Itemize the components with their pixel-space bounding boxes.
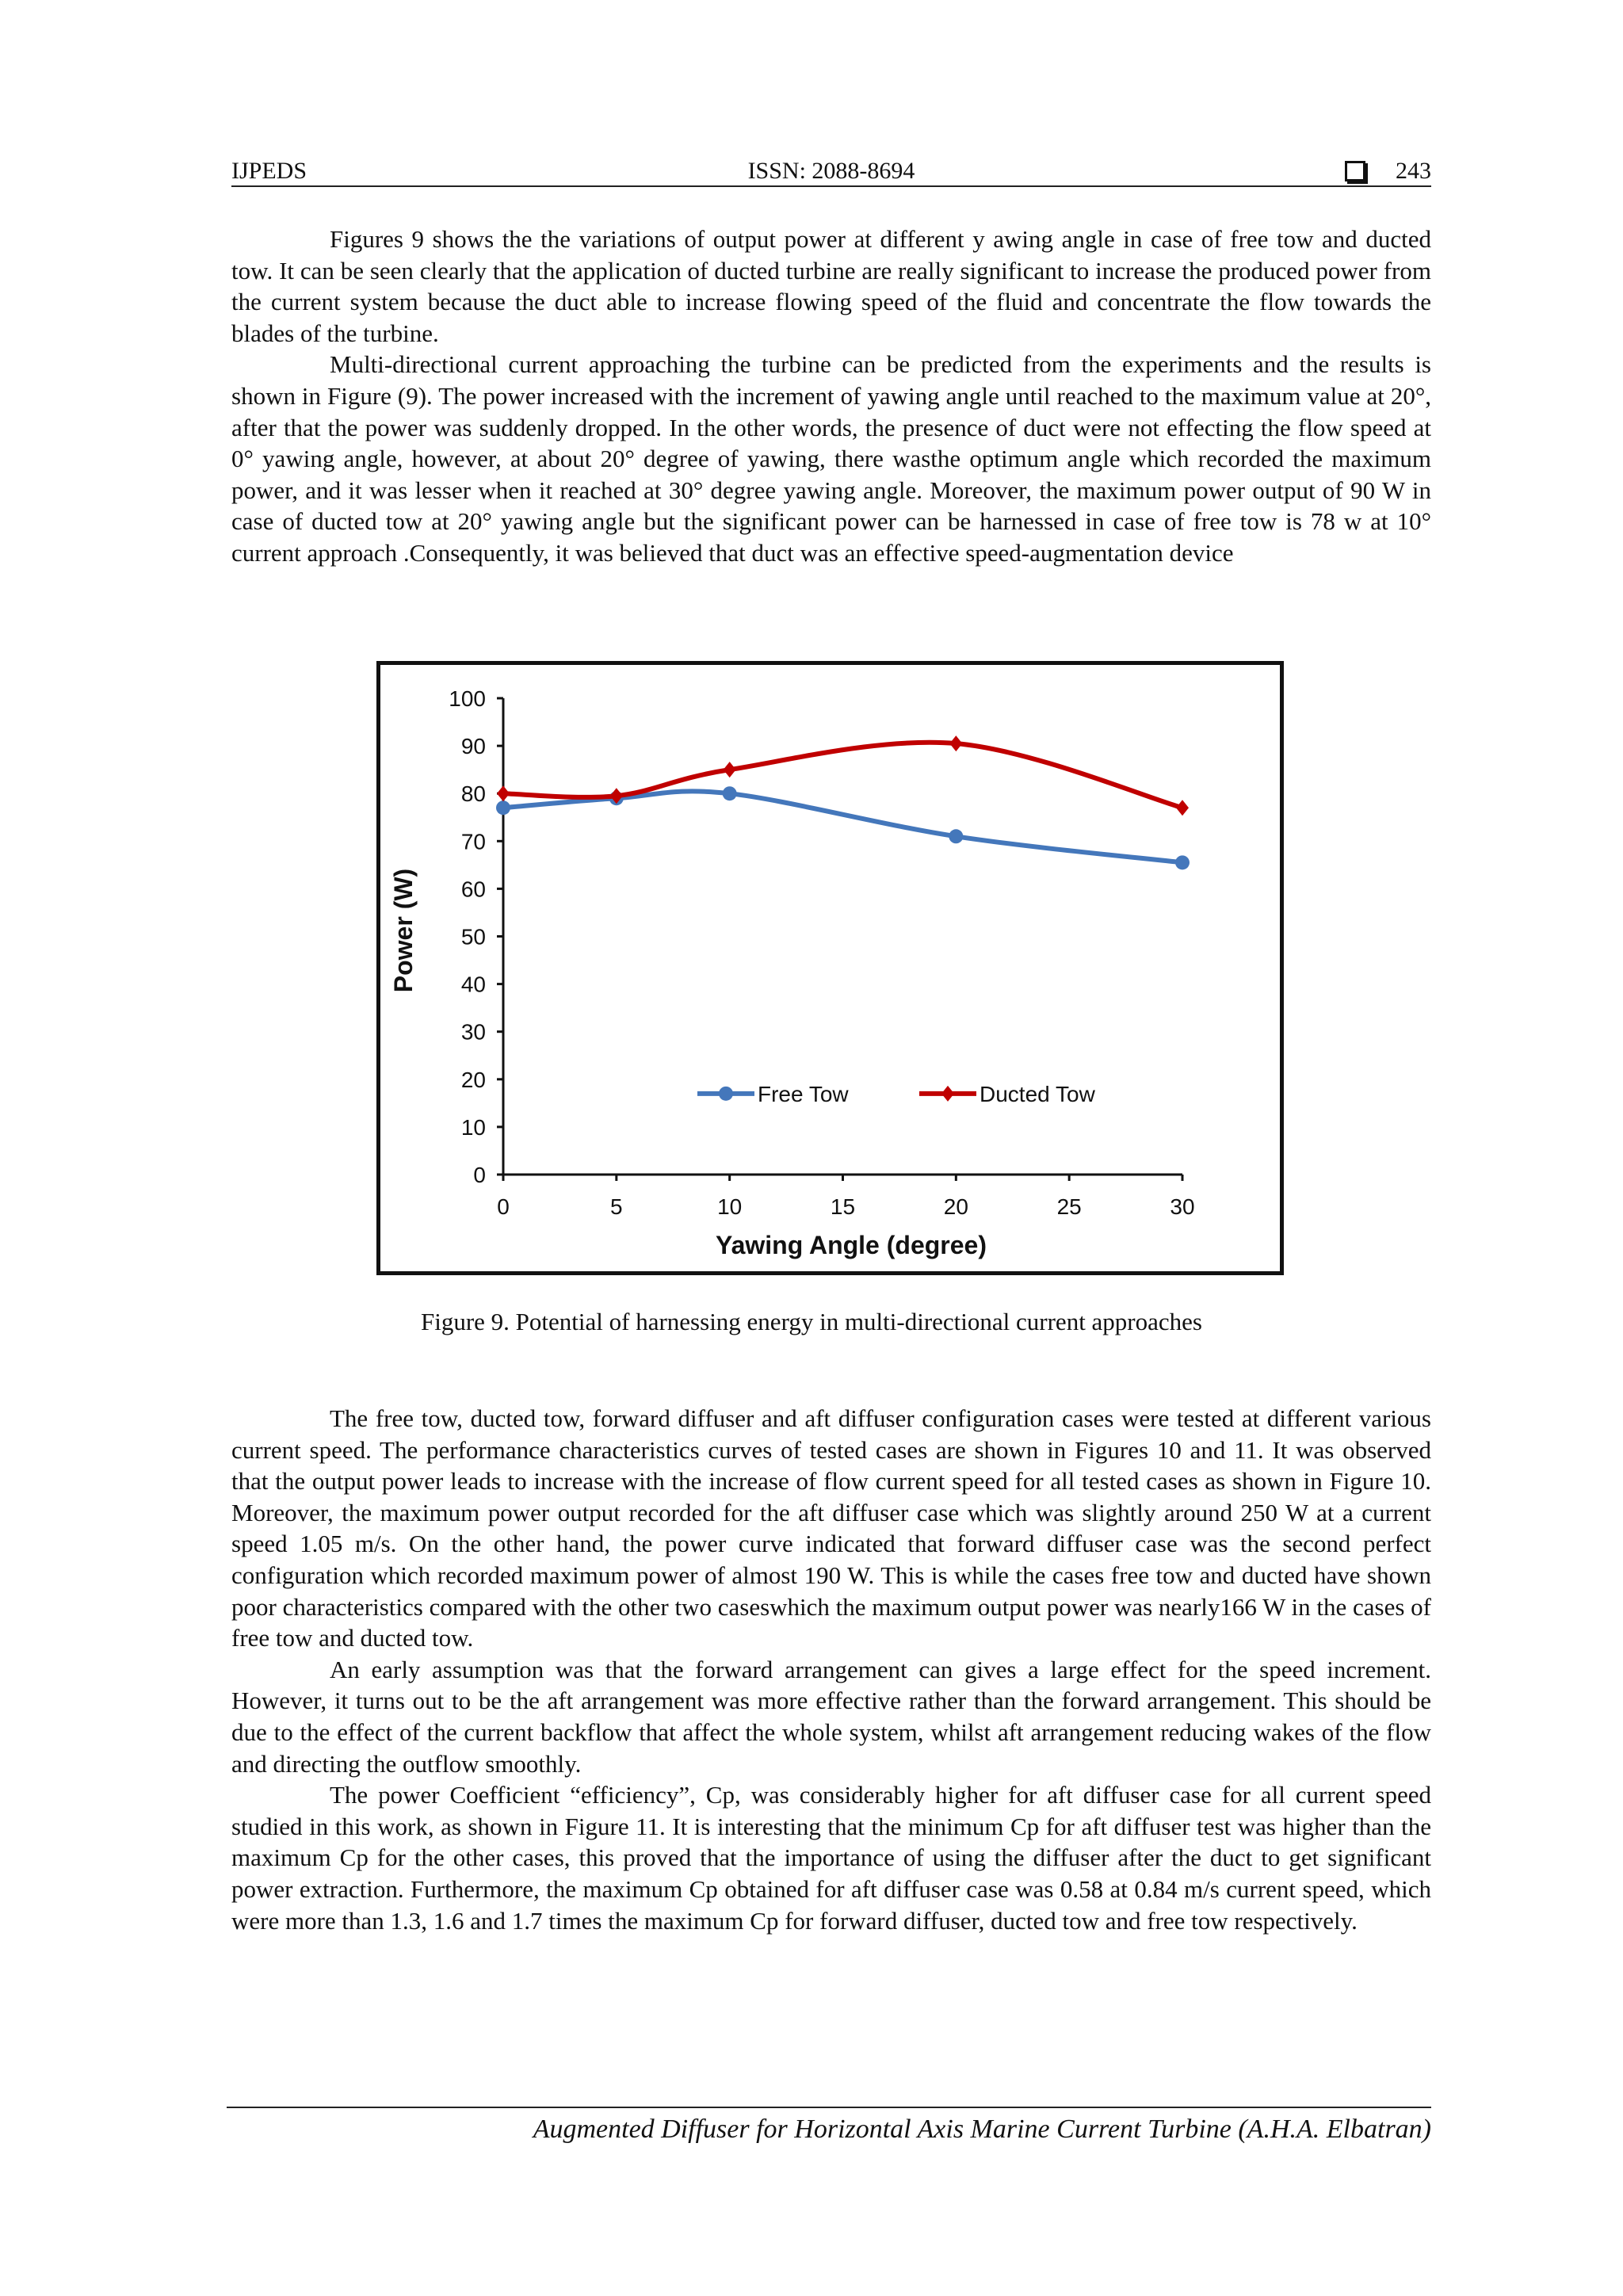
y-axis <box>449 686 503 1187</box>
data-point <box>949 829 963 843</box>
body-text-top <box>231 223 1431 569</box>
footer-citation: Augmented Diffuser for Horizontal Axis Marine Current Turbine (A.H.A. Elbatran) <box>533 2115 1431 2144</box>
y-tick-label: 70 <box>460 829 486 854</box>
x-axis-label: Yawing Angle (degree) <box>716 1231 987 1259</box>
checkbox-square-icon <box>1345 161 1365 181</box>
data-point <box>949 735 962 751</box>
y-tick-label: 90 <box>460 734 486 759</box>
y-tick-label: 20 <box>460 1067 486 1092</box>
y-tick-label: 80 <box>460 781 486 807</box>
y-tick-label: 0 <box>473 1163 486 1187</box>
y-axis-label: Power (W) <box>389 868 418 993</box>
data-point <box>724 762 736 777</box>
body-text-bottom <box>231 1403 1431 1936</box>
legend-marker <box>719 1087 733 1101</box>
figure-9-chart <box>376 661 1284 1275</box>
data-point <box>1176 800 1189 816</box>
page-number: 243 <box>1396 158 1431 184</box>
series-line-0 <box>503 791 1182 862</box>
x-tick-label: 0 <box>497 1194 510 1219</box>
legend-marker <box>941 1086 954 1102</box>
paragraph: An early assumption was that the forward arrangement can gives a large effect for the speed increment. However, it turns out to be the aft arrangement was more effective rather than the forward arrangement. This should be due to the effect of the current backflow that affect the whole system, whilst aft arrangement reducing wakes of the flow and directing the outflow smoothly. <box>231 1655 1431 1778</box>
x-tick-label: 5 <box>610 1194 623 1219</box>
journal-name: IJPEDS <box>231 158 307 184</box>
figure-caption: Figure 9. Potential of harnessing energy in multi-directional current approaches <box>421 1308 1202 1335</box>
x-tick-label: 20 <box>943 1194 968 1219</box>
x-tick-label: 30 <box>1170 1194 1195 1219</box>
issn: ISSN: 2088-8694 <box>747 158 915 184</box>
page-header <box>231 154 1431 187</box>
legend-label: Ducted Tow <box>980 1081 1095 1106</box>
data-point <box>497 785 510 801</box>
footer-rule <box>227 2107 1431 2108</box>
x-tick-label: 10 <box>717 1194 743 1219</box>
y-tick-label: 10 <box>460 1114 486 1140</box>
legend <box>697 1082 1096 1106</box>
paragraph: Figures 9 shows the the variations of output power at different y awing angle in case of free tow and ducted tow. It can be seen clearly that the application of ducted turbine are really significant to increase the produced power from the current system because the duct able to increase flowing speed of the fluid and concentrate the flow towards the blades of the turbine. <box>231 225 1431 347</box>
paragraph: The free tow, ducted tow, forward diffuser and aft diffuser configuration cases were tested at different various current speed. The performance characteristics curves of tested cases are shown in Figures 10 and 11. It was observed that the output power leads to increase with the increase of flow current speed for all tested cases as shown in Figure 10. Moreover, the maximum power output recorded for the aft diffuser case which was slightly around 250 W at a current speed 1.05 m/s. On the other hand, the power curve indicated that forward diffuser case was the second perfect configuration which recorded maximum power of almost 190 W. This is while the cases free tow and ducted have shown poor characteristics compared with the other two caseswhich the maximum output power was nearly166 W in the cases of free tow and ducted tow. <box>231 1404 1431 1652</box>
data-point <box>723 786 737 800</box>
x-tick-label: 25 <box>1056 1194 1082 1219</box>
paragraph: Multi-directional current approaching the turbine can be predicted from the experiments and the results is shown in Figure (9). The power increased with the increment of yawing angle until reached to the maximum value at 20°, after that the power was suddenly dropped. In the other words, the presence of duct were not effecting the flow speed at 0° yawing angle, however, at about 20° degree of yawing, there wasthe optimum angle which recorded the maximum power, and it was lesser when it reached at 30° degree yawing angle. Moreover, the maximum power output of 90 W in case of ducted tow at 20° yawing angle but the significant power can be harnessed in case of free tow is 78 w at 10° current approach .Consequently, it was believed that duct was an effective speed-augmentation device <box>231 350 1431 567</box>
series-layer <box>496 735 1190 869</box>
y-tick-label: 50 <box>460 924 486 949</box>
x-axis <box>497 1175 1194 1219</box>
x-tick-label: 15 <box>830 1194 856 1219</box>
y-tick-label: 60 <box>460 877 486 902</box>
line-chart <box>380 665 1280 1271</box>
y-tick-label: 30 <box>460 1019 486 1045</box>
y-tick-label: 40 <box>460 972 486 997</box>
data-point <box>1175 855 1190 869</box>
y-tick-label: 100 <box>449 686 486 711</box>
legend-label: Free Tow <box>758 1081 849 1106</box>
data-point <box>496 800 510 815</box>
series-line-1 <box>503 743 1182 808</box>
paragraph: The power Coefficient “efficiency”, Cp, was considerably higher for aft diffuser case for all current speed studied in this work, as shown in Figure 11. It is interesting that the minimum Cp for aft diffuser test was higher than the maximum Cp for the other cases, this proved that the importance of using the diffuser after the duct to get significant power extraction. Furthermore, the maximum Cp obtained for aft diffuser case was 0.58 at 0.84 m/s current speed, which were more than 1.3, 1.6 and 1.7 times the maximum Cp for forward diffuser, ducted tow and free tow respectively. <box>231 1781 1431 1935</box>
